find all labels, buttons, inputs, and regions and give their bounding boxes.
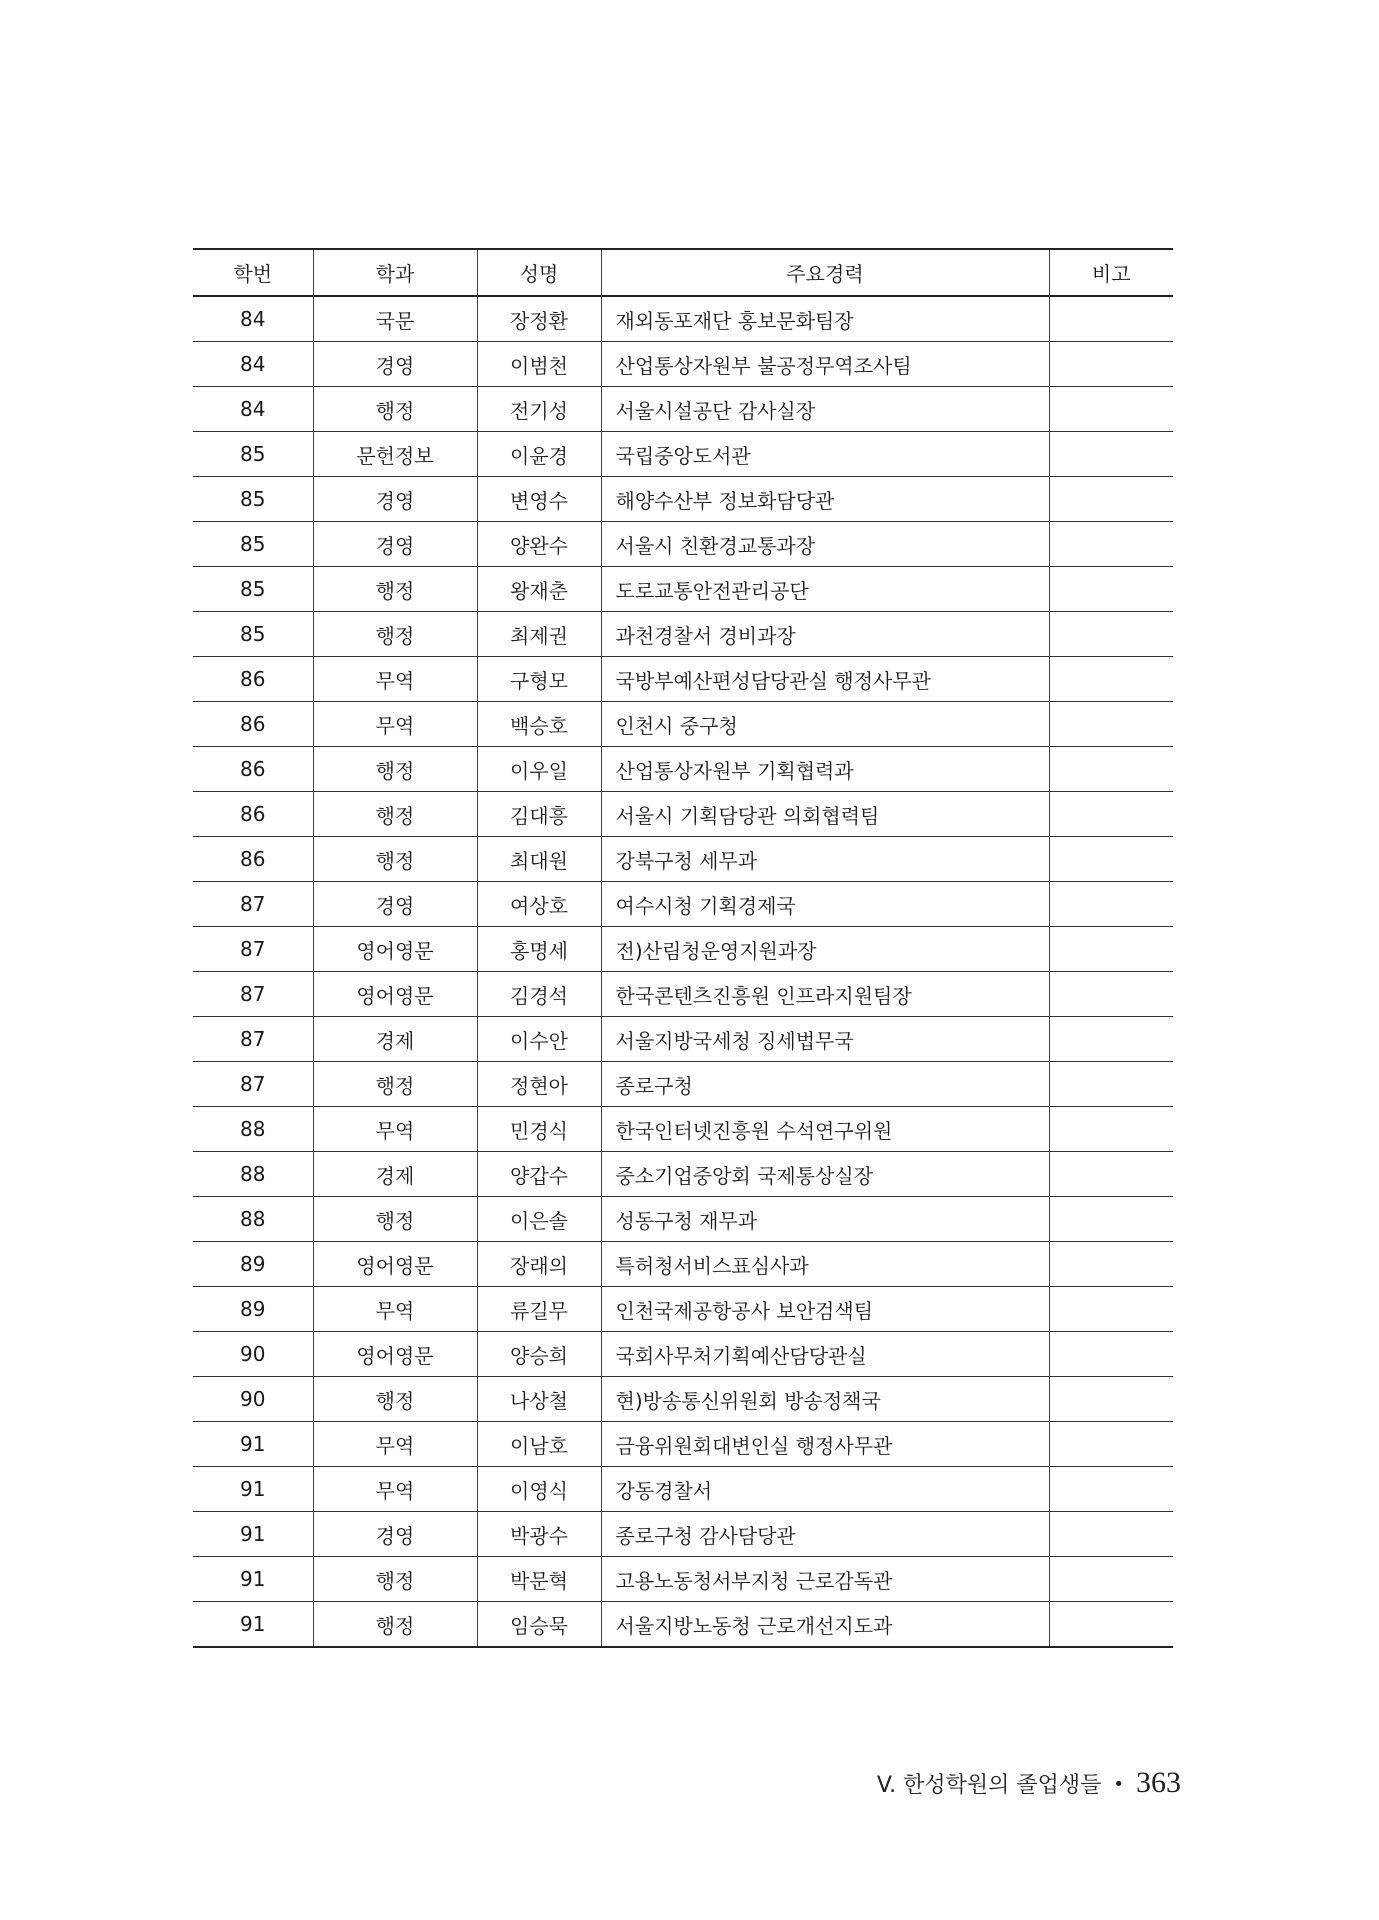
cell-career: 산업통상자원부 기획협력과 (601, 747, 1049, 792)
cell-student-id: 87 (193, 882, 313, 927)
cell-department: 행정 (313, 612, 477, 657)
cell-name: 박광수 (477, 1512, 601, 1557)
header-career: 주요경력 (601, 249, 1049, 296)
cell-name: 백승호 (477, 702, 601, 747)
cell-note (1049, 702, 1173, 747)
cell-note (1049, 296, 1173, 342)
cell-department: 영어영문 (313, 1242, 477, 1287)
cell-career: 서울지방국세청 징세법무국 (601, 1017, 1049, 1062)
cell-career: 특허청서비스표심사과 (601, 1242, 1049, 1287)
table-row (193, 567, 1173, 612)
table-row (193, 342, 1173, 387)
table-row (193, 1602, 1173, 1648)
cell-career: 인천국제공항공사 보안검색팀 (601, 1287, 1049, 1332)
cell-student-id: 86 (193, 747, 313, 792)
cell-career: 여수시청 기획경제국 (601, 882, 1049, 927)
cell-note (1049, 1062, 1173, 1107)
cell-note (1049, 1152, 1173, 1197)
cell-student-id: 85 (193, 612, 313, 657)
cell-department: 경영 (313, 1512, 477, 1557)
cell-department: 행정 (313, 792, 477, 837)
cell-name: 홍명세 (477, 927, 601, 972)
cell-department: 무역 (313, 1107, 477, 1152)
cell-name: 박문혁 (477, 1557, 601, 1602)
table-row (193, 1557, 1173, 1602)
table-row (193, 1242, 1173, 1287)
header-row (193, 249, 1173, 296)
cell-department: 무역 (313, 1287, 477, 1332)
cell-career: 성동구청 재무과 (601, 1197, 1049, 1242)
table-row (193, 702, 1173, 747)
cell-student-id: 90 (193, 1377, 313, 1422)
cell-department: 국문 (313, 296, 477, 342)
table-row (193, 1377, 1173, 1422)
table-row (193, 792, 1173, 837)
table-row (193, 837, 1173, 882)
table-row (193, 1107, 1173, 1152)
graduates-table (193, 248, 1173, 1648)
cell-note (1049, 567, 1173, 612)
cell-note (1049, 1242, 1173, 1287)
cell-career: 서울지방노동청 근로개선지도과 (601, 1602, 1049, 1648)
cell-department: 행정 (313, 1377, 477, 1422)
cell-career: 서울시설공단 감사실장 (601, 387, 1049, 432)
cell-student-id: 88 (193, 1152, 313, 1197)
cell-department: 행정 (313, 1557, 477, 1602)
cell-student-id: 85 (193, 567, 313, 612)
cell-career: 종로구청 감사담당관 (601, 1512, 1049, 1557)
table-row (193, 972, 1173, 1017)
cell-note (1049, 1017, 1173, 1062)
cell-name: 이우일 (477, 747, 601, 792)
cell-student-id: 89 (193, 1242, 313, 1287)
page-footer (877, 1766, 1181, 1800)
table-row (193, 1422, 1173, 1467)
cell-student-id: 91 (193, 1512, 313, 1557)
cell-name: 이범천 (477, 342, 601, 387)
footer-bullet: • (1113, 1774, 1124, 1795)
cell-career: 종로구청 (601, 1062, 1049, 1107)
cell-student-id: 88 (193, 1197, 313, 1242)
cell-note (1049, 612, 1173, 657)
cell-student-id: 89 (193, 1287, 313, 1332)
cell-student-id: 91 (193, 1422, 313, 1467)
cell-student-id: 85 (193, 477, 313, 522)
cell-career: 금융위원회대변인실 행정사무관 (601, 1422, 1049, 1467)
cell-career: 과천경찰서 경비과장 (601, 612, 1049, 657)
cell-department: 영어영문 (313, 1332, 477, 1377)
cell-note (1049, 1197, 1173, 1242)
table-row (193, 1017, 1173, 1062)
cell-department: 문헌정보 (313, 432, 477, 477)
cell-student-id: 84 (193, 387, 313, 432)
table-row (193, 927, 1173, 972)
table-row (193, 296, 1173, 342)
cell-career: 서울시 친환경교통과장 (601, 522, 1049, 567)
table-body (193, 296, 1173, 1647)
cell-note (1049, 1107, 1173, 1152)
cell-career: 인천시 중구청 (601, 702, 1049, 747)
cell-department: 행정 (313, 567, 477, 612)
cell-student-id: 85 (193, 522, 313, 567)
cell-department: 행정 (313, 387, 477, 432)
cell-student-id: 90 (193, 1332, 313, 1377)
header-note: 비고 (1049, 249, 1173, 296)
header-student-id: 학번 (233, 262, 273, 286)
cell-student-id: 91 (193, 1602, 313, 1648)
cell-career: 해양수산부 정보화담당관 (601, 477, 1049, 522)
cell-student-id: 91 (193, 1557, 313, 1602)
cell-department: 영어영문 (313, 927, 477, 972)
cell-career: 도로교통안전관리공단 (601, 567, 1049, 612)
cell-note (1049, 477, 1173, 522)
cell-career: 강북구청 세무과 (601, 837, 1049, 882)
cell-note (1049, 342, 1173, 387)
cell-student-id: 87 (193, 927, 313, 972)
table-row (193, 657, 1173, 702)
cell-note (1049, 792, 1173, 837)
cell-note (1049, 1467, 1173, 1512)
cell-career: 고용노동청서부지청 근로감독관 (601, 1557, 1049, 1602)
cell-note (1049, 1557, 1173, 1602)
cell-note (1049, 387, 1173, 432)
cell-note (1049, 432, 1173, 477)
cell-note (1049, 1377, 1173, 1422)
cell-department: 영어영문 (313, 972, 477, 1017)
header-name: 성명 (477, 249, 601, 296)
cell-student-id: 87 (193, 972, 313, 1017)
table-row (193, 747, 1173, 792)
cell-name: 이은솔 (477, 1197, 601, 1242)
cell-note (1049, 972, 1173, 1017)
cell-name: 양승희 (477, 1332, 601, 1377)
cell-name: 이윤경 (477, 432, 601, 477)
cell-student-id: 85 (193, 432, 313, 477)
cell-note (1049, 927, 1173, 972)
cell-name: 류길무 (477, 1287, 601, 1332)
cell-note (1049, 882, 1173, 927)
table-row (193, 1332, 1173, 1377)
cell-career: 강동경찰서 (601, 1467, 1049, 1512)
cell-career: 국방부예산편성담당관실 행정사무관 (601, 657, 1049, 702)
cell-student-id: 87 (193, 1062, 313, 1107)
cell-department: 행정 (313, 1062, 477, 1107)
table-header (193, 249, 1173, 296)
table-row (193, 1152, 1173, 1197)
table-row (193, 522, 1173, 567)
cell-career: 국립중앙도서관 (601, 432, 1049, 477)
table-row (193, 1467, 1173, 1512)
cell-student-id: 91 (193, 1467, 313, 1512)
cell-name: 양완수 (477, 522, 601, 567)
cell-name: 민경식 (477, 1107, 601, 1152)
table-row (193, 477, 1173, 522)
cell-career: 전)산림청운영지원과장 (601, 927, 1049, 972)
cell-department: 무역 (313, 1422, 477, 1467)
header-department: 학과 (313, 249, 477, 296)
cell-student-id: 86 (193, 702, 313, 747)
cell-department: 행정 (313, 837, 477, 882)
cell-name: 정현아 (477, 1062, 601, 1107)
cell-department: 무역 (313, 657, 477, 702)
cell-name: 최제권 (477, 612, 601, 657)
cell-department: 행정 (313, 1197, 477, 1242)
cell-name: 구형모 (477, 657, 601, 702)
cell-name: 나상철 (477, 1377, 601, 1422)
cell-career: 중소기업중앙회 국제통상실장 (601, 1152, 1049, 1197)
cell-student-id: 88 (193, 1107, 313, 1152)
table-row (193, 882, 1173, 927)
cell-note (1049, 657, 1173, 702)
cell-career: 한국인터넷진흥원 수석연구위원 (601, 1107, 1049, 1152)
cell-career: 한국콘텐츠진흥원 인프라지원팀장 (601, 972, 1049, 1017)
cell-career: 국회사무처기획예산담당관실 (601, 1332, 1049, 1377)
cell-name: 이영식 (477, 1467, 601, 1512)
cell-name: 장정환 (477, 296, 601, 342)
table-row (193, 1287, 1173, 1332)
table-row (193, 432, 1173, 477)
cell-name: 여상호 (477, 882, 601, 927)
table-row (193, 612, 1173, 657)
cell-name: 이남호 (477, 1422, 601, 1467)
cell-name: 변영수 (477, 477, 601, 522)
cell-name: 이수안 (477, 1017, 601, 1062)
table-row (193, 1197, 1173, 1242)
cell-name: 양갑수 (477, 1152, 601, 1197)
cell-note (1049, 747, 1173, 792)
cell-department: 경영 (313, 882, 477, 927)
cell-career: 서울시 기획담당관 의회협력팀 (601, 792, 1049, 837)
cell-career: 재외동포재단 홍보문화팀장 (601, 296, 1049, 342)
cell-note (1049, 522, 1173, 567)
cell-student-id: 87 (193, 1017, 313, 1062)
cell-department: 무역 (313, 1467, 477, 1512)
cell-note (1049, 837, 1173, 882)
cell-department: 무역 (313, 702, 477, 747)
cell-department: 행정 (313, 747, 477, 792)
chapter-title: V. 한성학원의 졸업생들 (876, 1773, 1102, 1798)
cell-department: 경제 (313, 1017, 477, 1062)
cell-department: 경영 (313, 342, 477, 387)
cell-department: 경제 (313, 1152, 477, 1197)
cell-career: 산업통상자원부 불공정무역조사팀 (601, 342, 1049, 387)
cell-student-id: 86 (193, 837, 313, 882)
cell-name: 장래의 (477, 1242, 601, 1287)
cell-name: 임승묵 (477, 1602, 601, 1648)
cell-name: 김경석 (477, 972, 601, 1017)
cell-note (1049, 1332, 1173, 1377)
cell-note (1049, 1602, 1173, 1648)
cell-student-id: 86 (193, 657, 313, 702)
cell-name: 전기성 (477, 387, 601, 432)
cell-name: 김대흥 (477, 792, 601, 837)
cell-student-id: 84 (193, 296, 313, 342)
table-row (193, 387, 1173, 432)
table-row (193, 1062, 1173, 1107)
cell-name: 최대원 (477, 837, 601, 882)
table-row (193, 1512, 1173, 1557)
cell-student-id: 86 (193, 792, 313, 837)
page-number: 363 (1136, 1766, 1181, 1799)
cell-name: 왕재춘 (477, 567, 601, 612)
cell-department: 경영 (313, 522, 477, 567)
cell-note (1049, 1287, 1173, 1332)
cell-career: 현)방송통신위원회 방송정책국 (601, 1377, 1049, 1422)
cell-note (1049, 1422, 1173, 1467)
cell-department: 행정 (313, 1602, 477, 1648)
cell-note (1049, 1512, 1173, 1557)
cell-department: 경영 (313, 477, 477, 522)
cell-student-id: 84 (193, 342, 313, 387)
